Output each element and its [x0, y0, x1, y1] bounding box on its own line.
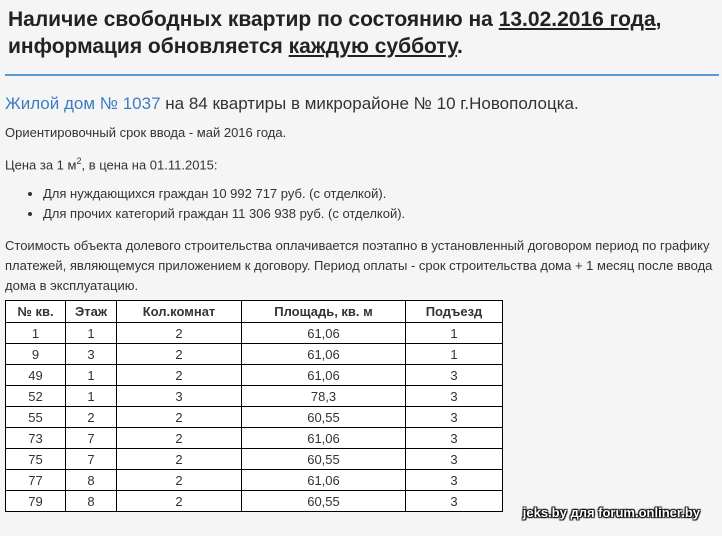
title-text: Наличие свободных квартир по состоянию на [8, 8, 499, 31]
title-update-period: каждую субботу [288, 35, 457, 58]
table-row [6, 428, 503, 449]
cell-floor: 1 [66, 365, 117, 386]
completion-date: Ориентировочный срок ввода - май 2016 года. [5, 125, 287, 140]
divider [5, 74, 719, 76]
cell-area: 60,55 [242, 491, 406, 512]
cell-entrance: 3 [406, 449, 503, 470]
cell-apartment: 1 [6, 323, 66, 344]
cell-rooms: 2 [117, 449, 242, 470]
cell-apartment: 9 [6, 344, 66, 365]
cell-entrance: 3 [406, 491, 503, 512]
page-content [5, 0, 714, 512]
cell-apartment: 49 [6, 365, 66, 386]
col-header-rooms: Кол.комнат [117, 301, 242, 323]
cell-entrance: 1 [406, 344, 503, 365]
payment-text: Стоимость объекта долевого строительства оплачивается поэтапно в установленный договором период по графику платежей, являющемуся приложением к договору. Период оплаты - срок строительства дома + 1 месяц после ввода дома в эксплуатацию. [5, 238, 713, 294]
cell-area: 61,06 [242, 323, 406, 344]
cell-floor: 7 [66, 449, 117, 470]
cell-apartment: 73 [6, 428, 66, 449]
house-description: на 84 квартиры в микрорайоне № 10 г.Новополоцка. [160, 94, 579, 113]
cell-area: 78,3 [242, 386, 406, 407]
table-row [6, 449, 503, 470]
cell-apartment: 79 [6, 491, 66, 512]
cell-apartment: 55 [6, 407, 66, 428]
price-label [5, 152, 714, 174]
cell-rooms: 2 [117, 344, 242, 365]
price-label-a: Цена за 1 м [5, 157, 77, 173]
table-header-row [6, 301, 503, 323]
cell-floor: 1 [66, 323, 117, 344]
table-row [6, 470, 503, 491]
cell-area: 61,06 [242, 428, 406, 449]
cell-entrance: 3 [406, 470, 503, 491]
table-row [6, 365, 503, 386]
cell-entrance: 3 [406, 407, 503, 428]
cell-entrance: 3 [406, 386, 503, 407]
cell-apartment: 52 [6, 386, 66, 407]
cell-entrance: 3 [406, 428, 503, 449]
cell-area: 60,55 [242, 449, 406, 470]
cell-floor: 3 [66, 344, 117, 365]
apartments-table [5, 300, 503, 512]
house-link[interactable]: Жилой дом № 1037 [5, 94, 161, 113]
cell-rooms: 2 [117, 407, 242, 428]
cell-apartment: 75 [6, 449, 66, 470]
col-header-apartment: № кв. [6, 301, 66, 323]
table-row [6, 407, 503, 428]
cell-rooms: 2 [117, 470, 242, 491]
cell-entrance: 3 [406, 365, 503, 386]
table-row [6, 323, 503, 344]
title-comma: , [655, 8, 662, 31]
title-date: 13.02.2016 года [498, 8, 656, 31]
price-label-b: , в цена на 01.11.2015: [81, 157, 218, 173]
cell-floor: 7 [66, 428, 117, 449]
price-item: • Для нуждающихся граждан 10 992 717 руб. (с отделкой). [43, 184, 714, 204]
cell-area: 61,06 [242, 365, 406, 386]
table-row [6, 386, 503, 407]
cell-floor: 2 [66, 407, 117, 428]
cell-rooms: 3 [117, 386, 242, 407]
page-title [8, 6, 714, 60]
cell-floor: 8 [66, 491, 117, 512]
cell-apartment: 77 [6, 470, 66, 491]
house-heading [5, 94, 714, 114]
cell-rooms: 2 [117, 365, 242, 386]
price-list [5, 184, 714, 224]
cell-area: 60,55 [242, 407, 406, 428]
col-header-floor: Этаж [66, 301, 117, 323]
title-update-text: информация обновляется [8, 35, 289, 58]
col-header-entrance: Подъезд [406, 301, 503, 323]
table-row [6, 491, 503, 512]
cell-floor: 1 [66, 386, 117, 407]
col-header-area: Площадь, кв. м [242, 301, 406, 323]
cell-area: 61,06 [242, 344, 406, 365]
cell-area: 61,06 [242, 470, 406, 491]
cell-rooms: 2 [117, 491, 242, 512]
watermark: jeks.by для forum.onliner.by [522, 505, 700, 520]
cell-rooms: 2 [117, 323, 242, 344]
price-item: • Для прочих категорий граждан 11 306 938 руб. (с отделкой). [43, 204, 714, 224]
cell-rooms: 2 [117, 428, 242, 449]
table-row [6, 344, 503, 365]
title-period-dot: . [457, 35, 463, 58]
price-label-sup: 2 [76, 156, 82, 166]
cell-floor: 8 [66, 470, 117, 491]
cell-entrance: 1 [406, 323, 503, 344]
